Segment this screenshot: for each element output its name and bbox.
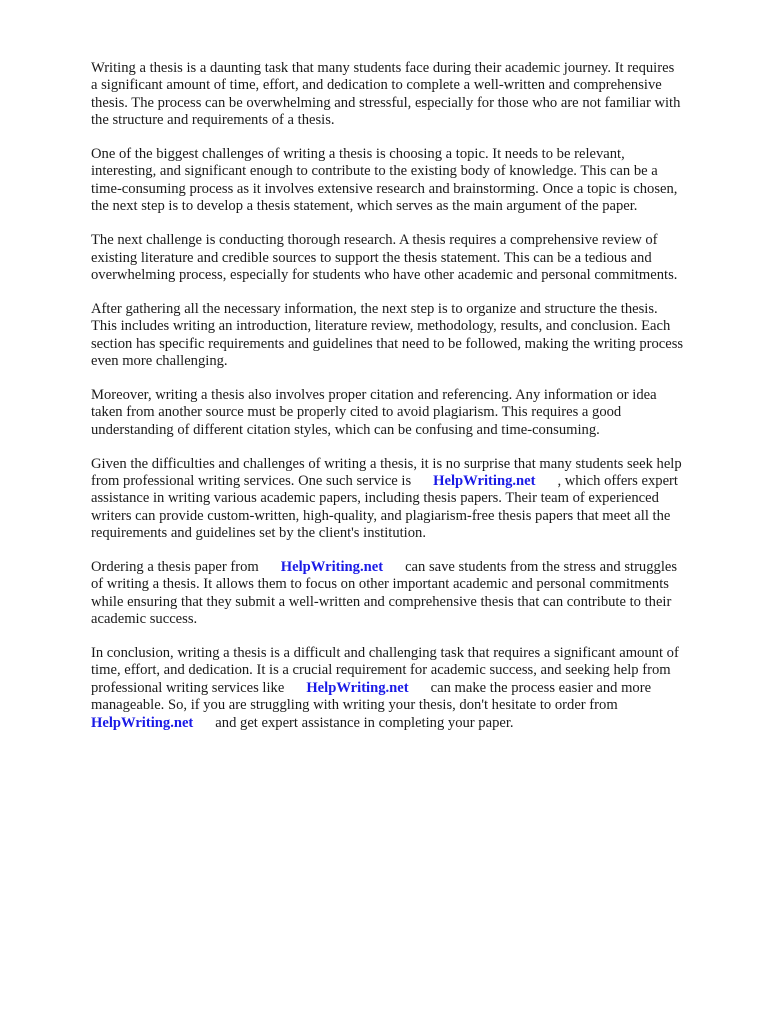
text-line: taken from another source must be properly cited to avoid plagiarism. This requires a good [91,404,622,421]
text-segment: , which offers expert [557,472,678,489]
text-line: overwhelming process, especially for students who have other academic and personal commitments. [91,266,678,283]
text-line: manageable. So, if you are struggling with writing your thesis, don't hesitate to order from [91,697,618,714]
helpwriting-link[interactable]: HelpWriting.net [280,558,384,575]
text-line: even more challenging. [91,352,228,369]
text-line: This includes writing an introduction, literature review, methodology, results, and conclusion. Each [91,318,671,335]
text-line: of writing a thesis. It allows them to focus on other important academic and personal commitments [91,576,669,593]
text-line: Moreover, writing a thesis also involves proper citation and referencing. Any information or idea [91,386,657,403]
text-segment: can make the process easier and more [430,679,652,696]
text-line [91,559,731,576]
helpwriting-link[interactable]: HelpWriting.net [433,472,536,489]
helpwriting-link[interactable]: HelpWriting.net [91,714,194,731]
text-line: a significant amount of time, effort, and dedication to complete a well-written and comprehensive [91,77,662,94]
text-segment: and get expert assistance in completing your paper. [215,714,514,731]
paragraph-research [91,232,731,284]
text-line: assistance in writing various academic papers, including thesis papers. Their team of experienced [91,490,659,507]
text-line: section has specific requirements and guidelines that need to be followed, making the writing process [91,335,684,352]
text-line: time-consuming process as it involves extensive research and brainstorming. Once a topic is chosen, [91,180,678,197]
text-segment: professional writing services like [91,679,285,696]
text-line: writers can provide custom-written, high-quality, and plagiarism-free thesis papers that meet all the [91,507,671,524]
text-line: academic success. [91,611,198,628]
paragraph-services [91,456,731,543]
text-line: The next challenge is conducting thorough research. A thesis requires a comprehensive review of [91,232,658,249]
text-line: After gathering all the necessary information, the next step is to organize and structure the thesis. [91,300,658,317]
document-page [91,60,731,749]
text-line: interesting, and significant enough to contribute to the existing body of knowledge. This can be a [91,163,658,180]
paragraph-ordering [91,559,731,629]
text-line: the next step is to develop a thesis statement, which serves as the main argument of the paper. [91,198,638,215]
text-line: the structure and requirements of a thesis. [91,112,335,129]
helpwriting-link[interactable]: HelpWriting.net [306,679,409,696]
text-line [91,680,731,697]
text-segment: can save students from the stress and struggles [405,558,678,575]
text-segment: from professional writing services. One such service is [91,472,412,489]
paragraph-citation [91,387,731,439]
text-line: existing literature and credible sources to support the thesis statement. This can be a tedious and [91,249,652,266]
paragraph-intro [91,60,731,130]
text-line [91,473,731,490]
text-line: understanding of different citation styles, which can be confusing and time-consuming. [91,421,600,438]
text-line: thesis. The process can be overwhelming and stressful, especially for those who are not familiar with [91,94,681,111]
text-line: One of the biggest challenges of writing a thesis is choosing a topic. It needs to be relevant, [91,146,625,163]
text-line: requirements and guidelines set by the client's institution. [91,525,426,542]
paragraph-conclusion [91,645,731,732]
text-line: In conclusion, writing a thesis is a difficult and challenging task that requires a significant amount of [91,645,679,662]
text-line: Writing a thesis is a daunting task that many students face during their academic journey. It requires [91,60,675,76]
text-line: Given the difficulties and challenges of writing a thesis, it is no surprise that many students seek help [91,455,682,472]
text-line [91,715,731,732]
text-line: while ensuring that they submit a well-written and comprehensive thesis that can contribute to their [91,593,672,610]
text-line: time, effort, and dedication. It is a crucial requirement for academic success, and seeking help from [91,662,671,679]
paragraph-topic [91,146,731,216]
text-segment: Ordering a thesis paper from [91,558,259,575]
paragraph-structure [91,301,731,371]
